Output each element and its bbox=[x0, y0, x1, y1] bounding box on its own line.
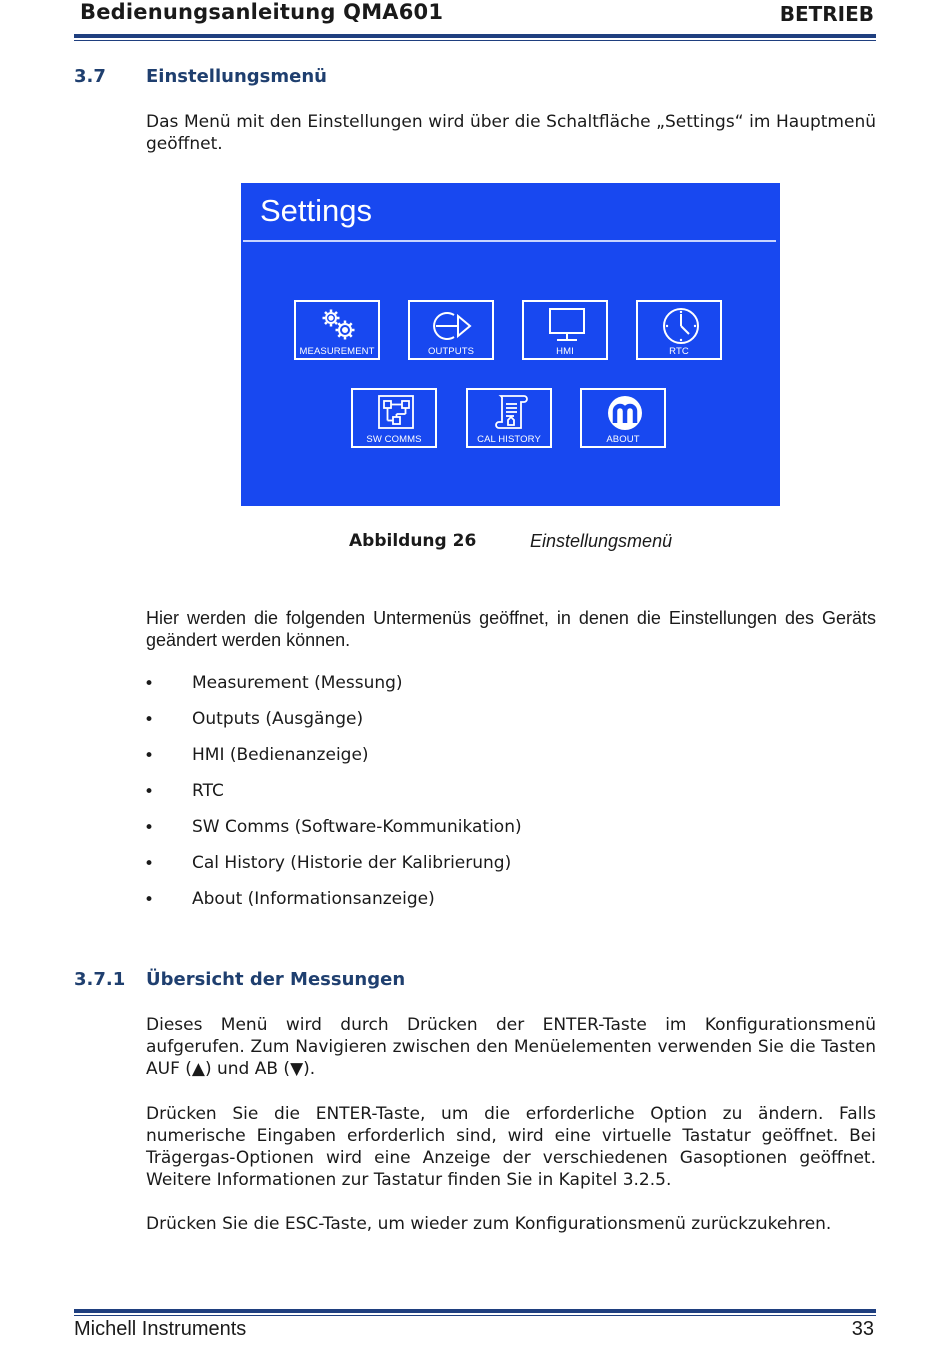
screen-title: Settings bbox=[260, 193, 373, 228]
footer-company: Michell Instruments bbox=[74, 1318, 247, 1340]
list-item: Measurement (Messung) bbox=[192, 673, 403, 693]
list-item: RTC bbox=[192, 781, 224, 801]
bullet-marker: • bbox=[144, 782, 155, 802]
section-intro: Das Menü mit den Einstellungen wird über die Schaltfläche „Settings“ im Hauptmenü geöffnet. bbox=[146, 112, 876, 154]
figure-caption: Einstellungsmenü bbox=[530, 531, 673, 551]
measurement-button[interactable] bbox=[294, 300, 380, 360]
list-item: Cal History (Historie der Kalibrierung) bbox=[192, 853, 512, 873]
bullet-marker: • bbox=[144, 854, 155, 874]
bullet-marker: • bbox=[144, 890, 155, 910]
list-item: SW Comms (Software-Kommunikation) bbox=[192, 817, 522, 837]
subsection-paragraph-3: Drücken Sie die ESC-Taste, um wieder zum Konfigurationsmenü zurückzukehren. bbox=[146, 1214, 832, 1234]
subsection-paragraph-2: Drücken Sie die ENTER-Taste, um die erforderliche Option zu ändern. Falls numerische Eingaben erforderlich sind, wird eine virtuelle Tastatur geöffnet. Bei Trägergas-Optionen wird eine Anzeige der verschiedenen Gasoptionen geöffnet. Weitere Informationen zur Tastatur finden Sie in Kapitel 3.2.5. bbox=[146, 1104, 876, 1190]
document-title: Bedienungsanleitung QMA601 bbox=[80, 0, 444, 24]
sw-comms-button[interactable] bbox=[351, 388, 437, 448]
chapter-name: BETRIEB bbox=[779, 2, 874, 26]
rtc-label: RTC bbox=[669, 346, 689, 357]
cal-history-button[interactable] bbox=[466, 388, 552, 448]
list-item: Outputs (Ausgänge) bbox=[192, 709, 364, 729]
bullet-marker: • bbox=[144, 818, 155, 838]
outputs-label: OUTPUTS bbox=[427, 346, 475, 357]
section-title: Einstellungsmenü bbox=[146, 66, 327, 87]
subsection-title: Übersicht der Messungen bbox=[146, 969, 406, 990]
submenus-intro: Hier werden die folgenden Untermenüs geöffnet, in denen die Einstellungen des Geräts geändert werden können. bbox=[146, 608, 876, 650]
footer-rule-thin bbox=[74, 1315, 876, 1316]
bullet-marker: • bbox=[144, 674, 155, 694]
bullet-marker: • bbox=[144, 746, 155, 766]
footer-rule bbox=[74, 1309, 876, 1313]
hmi-button[interactable] bbox=[522, 300, 608, 360]
section-number: 3.7 bbox=[74, 66, 106, 87]
cal-history-label: CAL HISTORY bbox=[477, 434, 541, 445]
bullet-marker: • bbox=[144, 710, 155, 730]
hmi-label: HMI bbox=[556, 346, 574, 357]
about-button[interactable] bbox=[580, 388, 666, 448]
page-number: 33 bbox=[851, 1318, 874, 1340]
list-item: HMI (Bedienanzeige) bbox=[192, 745, 369, 765]
header-rule bbox=[74, 34, 876, 38]
figure-number: Abbildung 26 bbox=[349, 531, 477, 551]
outputs-button[interactable] bbox=[408, 300, 494, 360]
header-rule-thin bbox=[74, 40, 876, 41]
rtc-button[interactable] bbox=[636, 300, 722, 360]
sw-comms-label: SW COMMS bbox=[366, 434, 422, 445]
subsection-paragraph-1: Dieses Menü wird durch Drücken der ENTER-Taste im Konfigurationsmenü aufgerufen. Zum Navigieren zwischen den Menüelementen verwenden Sie die Tasten AUF (▲) und AB (▼). bbox=[146, 1015, 876, 1079]
list-item: About (Informationsanzeige) bbox=[192, 889, 435, 909]
measurement-label: MEASUREMENT bbox=[299, 346, 375, 357]
subsection-number: 3.7.1 bbox=[74, 969, 126, 990]
about-label: ABOUT bbox=[606, 434, 640, 445]
